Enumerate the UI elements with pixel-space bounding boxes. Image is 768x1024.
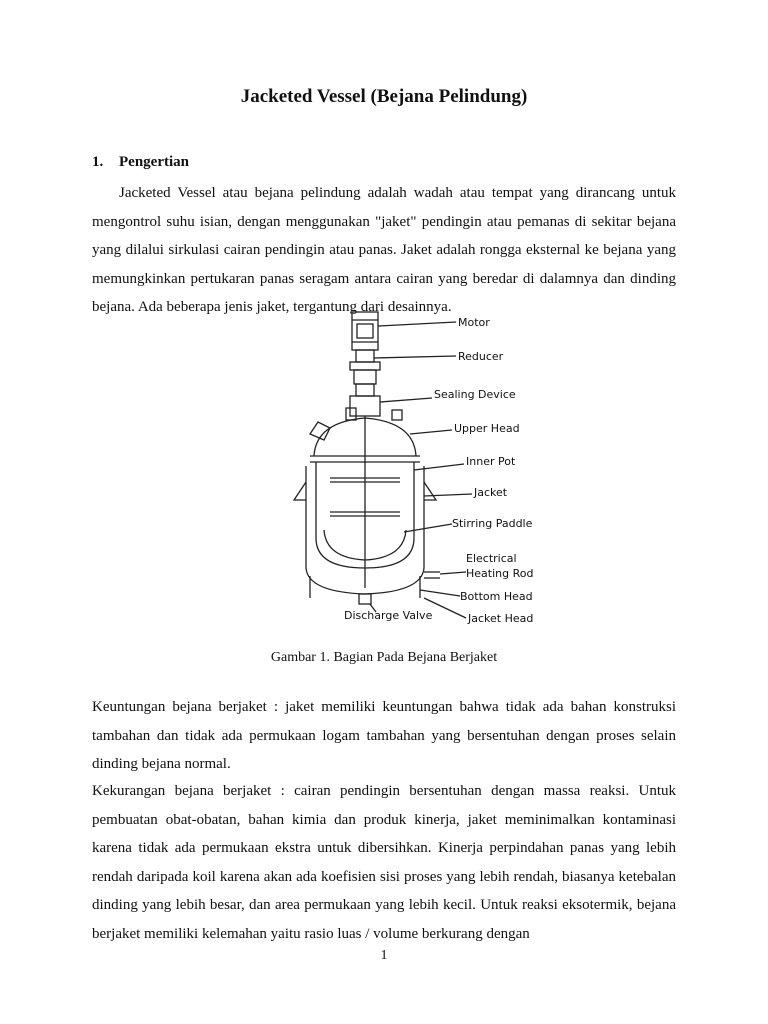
- motor-shape: [352, 312, 378, 350]
- section-number: 1.: [92, 154, 104, 170]
- label-reducer: Reducer: [458, 350, 504, 363]
- section-title: Pengertian: [119, 154, 189, 170]
- sealing-device-shape: [356, 384, 374, 396]
- paragraph-definition-text: Jacketed Vessel atau bejana pelindung adalah wadah atau tempat yang dirancang untuk mengontrol suhu isian, dengan menggunakan "jaket" pendingin atau pemanas di sekitar bejana yang dilalui sirkulasi cairan pendingin atau panas. Jaket adalah rongga eksternal ke bejana yang memungkinkan pertukaran panas seragam antara cairan yang beredar di dalamnya dan dinding bejana. Ada beberapa jenis jaket, tergantung dari desainnya.: [92, 185, 676, 316]
- label-discharge-valve: Discharge Valve: [344, 609, 433, 622]
- page-number: 1: [380, 948, 388, 963]
- discharge-valve-shape: [359, 594, 371, 604]
- label-bottom-head: Bottom Head: [460, 590, 533, 603]
- label-upper-head: Upper Head: [454, 422, 520, 435]
- label-jacket-head: Jacket Head: [468, 612, 534, 625]
- label-motor: Motor: [458, 316, 490, 329]
- vessel-drawing: [280, 306, 550, 636]
- jacketed-vessel-diagram: [280, 306, 550, 636]
- label-stirring-paddle: Stirring Paddle: [452, 517, 533, 530]
- reducer-shape: [356, 350, 374, 362]
- paragraph-advantages: Keuntungan bejana berjaket : jaket memiliki keuntungan bahwa tidak ada bahan konstruksi tambahan dan tidak ada permukaan logam tambahan yang bersentuhan dengan proses selain dinding bejana normal.: [92, 699, 676, 773]
- figure-caption: Gambar 1. Bagian Pada Bejana Berjaket: [270, 650, 498, 665]
- label-heating-rod: Heating Rod: [466, 567, 534, 580]
- label-sealing-device: Sealing Device: [434, 388, 516, 401]
- label-inner-pot: Inner Pot: [466, 455, 516, 468]
- paragraph-disadvantages: Kekurangan bejana berjaket : cairan pendingin bersentuhan dengan massa reaksi. Untuk pembuatan obat-obatan, bahan kimia dan produk kinerja, jaket meminimalkan kontaminasi karena tidak ada permukaan ekstra untuk dibersihkan. Kinerja perpindahan panas yang lebih rendah daripada koil karena akan ada koefisien sisi proses yang lebih rendah, biasanya ketebalan dinding yang lebih besar, dan area permukaan yang lebih kecil. Untuk reaksi eksotermik, bejana berjaket memiliki kelemahan yaitu rasio luas / volume berkurang dengan: [92, 783, 676, 942]
- document-title: Jacketed Vessel (Bejana Pelindung): [240, 86, 528, 107]
- label-electrical: Electrical: [466, 552, 517, 565]
- paragraph-definition: [92, 179, 676, 322]
- section-heading: [92, 154, 189, 171]
- label-jacket: Jacket: [474, 486, 508, 499]
